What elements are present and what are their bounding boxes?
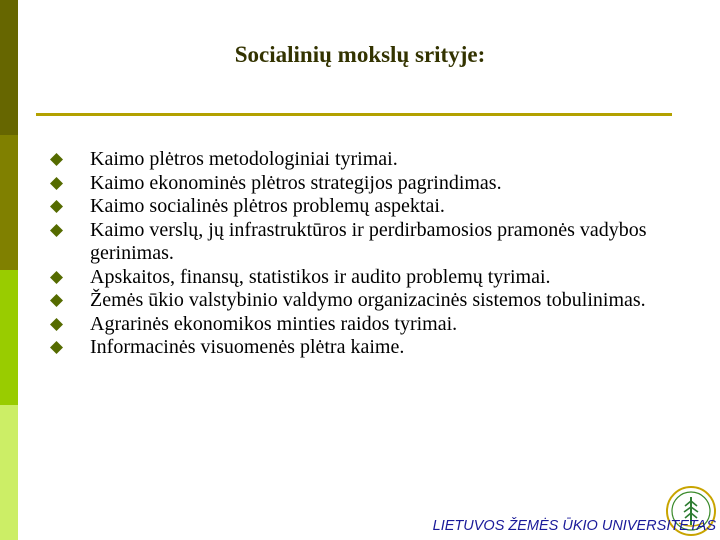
diamond-bullet-icon bbox=[50, 219, 90, 243]
bullet-item bbox=[50, 313, 690, 337]
bullet-item bbox=[50, 336, 690, 360]
bullet-item bbox=[50, 195, 690, 219]
bullet-item bbox=[50, 219, 690, 266]
bullet-text: Apskaitos, finansų, statistikos ir audito problemų tyrimai. bbox=[90, 265, 551, 288]
bullet-item bbox=[50, 172, 690, 196]
diamond-bullet-icon bbox=[50, 266, 90, 290]
sidebar-segment bbox=[0, 135, 18, 270]
title-divider bbox=[36, 113, 672, 116]
sidebar-segment bbox=[0, 405, 18, 540]
bullet-item bbox=[50, 289, 690, 313]
bullet-text: Agrarinės ekonomikos minties raidos tyrimai. bbox=[90, 312, 458, 335]
diamond-bullet-icon bbox=[50, 148, 90, 172]
bullet-text: Kaimo ekonominės plėtros strategijos pagrindimas. bbox=[90, 171, 502, 194]
bullet-text: Kaimo plėtros metodologiniai tyrimai. bbox=[90, 148, 398, 170]
bullet-item bbox=[50, 266, 690, 290]
university-name-footer: LIETUVOS ŽEMĖS ŪKIO UNIVERSITETAS bbox=[432, 518, 716, 534]
bullet-text: Kaimo verslų, jų infrastruktūros ir perdirbamosios pramonės vadybos gerinimas. bbox=[90, 218, 647, 264]
bullet-text: Žemės ūkio valstybinio valdymo organizacinės sistemos tobulinimas. bbox=[90, 289, 646, 311]
bullet-item bbox=[50, 148, 690, 172]
sidebar-accent-bar bbox=[0, 0, 18, 540]
diamond-bullet-icon bbox=[50, 289, 90, 313]
diamond-bullet-icon bbox=[50, 195, 90, 219]
slide-title: Socialinių mokslų srityje: bbox=[234, 42, 486, 67]
diamond-bullet-icon bbox=[50, 172, 90, 196]
diamond-bullet-icon bbox=[50, 313, 90, 337]
diamond-bullet-icon bbox=[50, 336, 90, 360]
bullet-text: Informacinės visuomenės plėtra kaime. bbox=[90, 336, 405, 358]
bullet-list bbox=[50, 148, 690, 360]
bullet-text: Kaimo socialinės plėtros problemų aspektai. bbox=[90, 195, 445, 217]
sidebar-segment bbox=[0, 270, 18, 405]
